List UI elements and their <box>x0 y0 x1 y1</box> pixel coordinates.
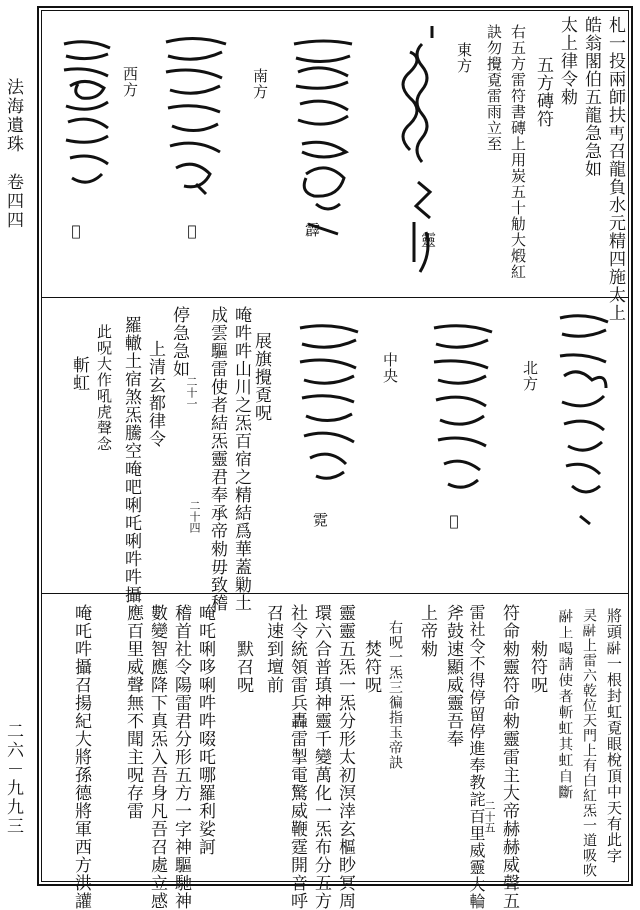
text-column: 應百里威聲無不聞主呪存雷 <box>123 604 143 820</box>
direction-label-east: 東方 <box>455 42 473 74</box>
text-column: 唵吒唎哆唎吽吽啜吒哪羅利娑訶 <box>195 604 215 856</box>
text-column: 上清玄都律令 <box>145 340 165 448</box>
text-column: 唵吽吽山川之炁百宿之精結爲華蓋勦土 <box>231 306 251 612</box>
talisman-seal: 𩆍 <box>445 512 463 530</box>
margin-note: 二十四 <box>188 500 201 533</box>
text-column: 㚑𩰫上雷六乾位天門上有白紅炁一道吸吹 <box>581 608 597 878</box>
talisman-seal: 𩆍 <box>67 222 85 240</box>
section-heading: 默召呪 <box>233 640 253 694</box>
direction-label-center: 中央 <box>381 352 399 384</box>
text-column: 成雲驅雷使者結炁靈君奉承帝勑毋致稽 <box>207 306 227 612</box>
talisman-east <box>388 22 446 284</box>
text-column: 此呪大作吼虎聲念 <box>95 324 113 452</box>
talisman-west <box>56 36 118 206</box>
direction-label-south: 南方 <box>251 68 269 100</box>
text-column: 斬虹 <box>69 356 89 392</box>
section-heading: 勑符呪 <box>527 640 547 694</box>
book-title-margin: 法海遺珠 卷四四 <box>3 78 23 230</box>
text-column: 雷社令不得停留停進奉教詫百里威靈大輪 <box>467 604 486 910</box>
text-column: 社令統領雷兵轟雷掣電驚威鞭霆開音呼 <box>287 604 307 910</box>
text-column: 符命勑靈符命勑靈雷主大帝赫赫威聲五 <box>499 604 519 910</box>
talisman-north <box>550 306 616 532</box>
text-column: 停急急如 <box>169 306 189 378</box>
text-column: 將頭𩰫一根封虹覔眼梲頂中天有此字 <box>605 608 623 864</box>
margin-note: 二十五 <box>483 800 496 833</box>
section-heading: 展旗攪覔呪 <box>251 332 271 422</box>
direction-label-west: 西方 <box>121 66 139 98</box>
direction-label-north: 北方 <box>521 360 539 392</box>
text-column: 羅轍土宿煞炁騰空唵吧唎吒唎吽吽攝 <box>121 316 141 604</box>
margin-note: 二十一 <box>185 376 198 409</box>
section-heading: 焚符呪 <box>361 640 381 694</box>
text-column: 斧鼓速顯威靈吾奉 <box>443 604 463 748</box>
text-column: 召速到壇前 <box>263 604 283 694</box>
text-column: 唵吒吽攝召揚紀大將孫德將軍西方洪讙 <box>71 604 91 910</box>
text-column: 右呪一炁三徧指玉帝訣 <box>387 620 403 770</box>
talisman-seal: 靈 <box>419 232 437 247</box>
text-column: 靈靈五炁一炁分形太初溟涬玄樞眇冥周 <box>335 604 355 910</box>
page-number-margin: 二六－九九三 <box>3 722 23 836</box>
text-column: 𩰫上喝請使者斬虹其虹自斷 <box>557 608 575 800</box>
talisman-seal: 𩅺 <box>183 222 201 240</box>
text-column: 數變智應降下真炁入吾身凡吾召處立感 <box>147 604 167 910</box>
talisman-center <box>290 316 370 486</box>
section-divider-1 <box>42 297 629 298</box>
text-column: 訣勿攪覔雷雨立至 <box>485 24 503 152</box>
text-column: 稽首社令陽雷君分形五方一字神驅馳神 <box>171 604 191 910</box>
text-column: 太上律令勑 <box>557 16 577 106</box>
text-column: 右五方雷符書磚上用炭五十觔大煅紅 <box>509 24 527 280</box>
talisman-seal: 霹 <box>303 222 321 237</box>
talisman-south-east <box>286 24 360 244</box>
talisman-south <box>156 28 234 198</box>
talisman-north-inner <box>424 318 502 494</box>
text-column: 札一投兩師扶𠃫召龍負水元精四施太上 <box>605 16 625 322</box>
section-heading: 五方磚符 <box>533 56 553 128</box>
talisman-seal: 霓 <box>311 512 329 527</box>
text-column: 皓翁閣伯五龍急急如 <box>581 16 601 178</box>
text-column: 上帝勑 <box>417 604 437 658</box>
text-column: 環六合普瑱神靈千變萬化一炁布分五方 <box>311 604 331 910</box>
